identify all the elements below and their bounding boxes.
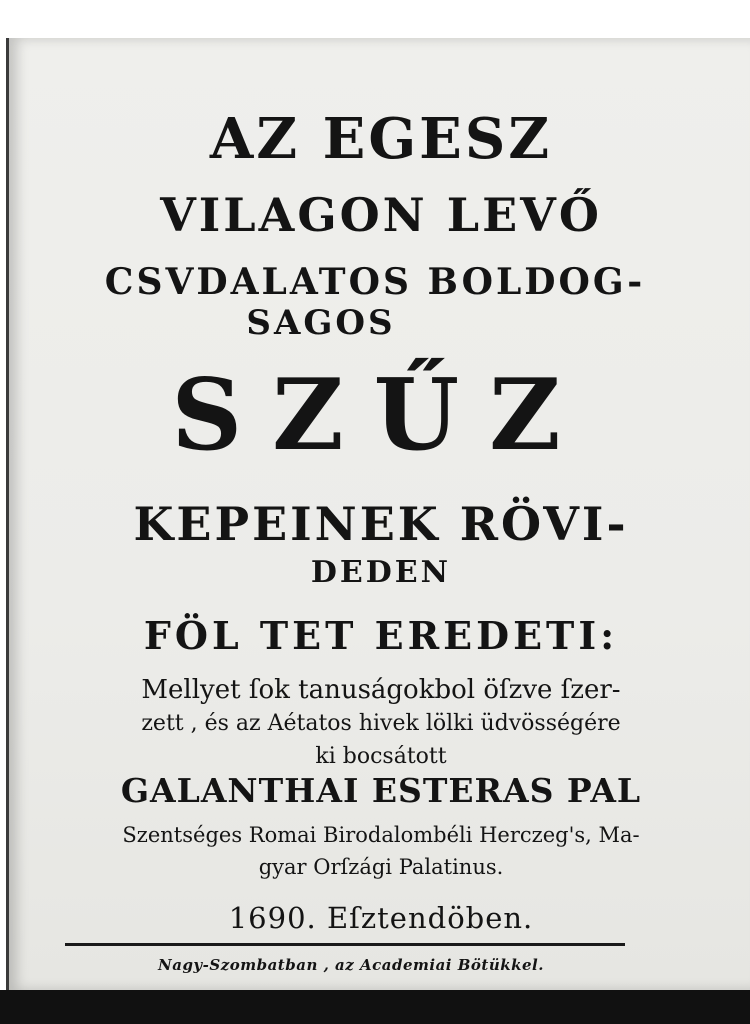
author-title-line-2: gyar Orſzági Palatinus. (258, 855, 504, 879)
imprint-line: Nagy-Szombatban , az Academiai Bötükkel. (158, 956, 544, 974)
title-line-2: VILAGON LEVŐ (160, 188, 602, 242)
title-line-4: SAGOS (246, 303, 396, 343)
title-main-word: SZŰZ (171, 358, 591, 473)
publication-year: 1690. Eſztendöben. (228, 901, 534, 935)
title-line-1: AZ EGESZ (209, 106, 553, 172)
title-line-7: DEDEN (310, 555, 452, 590)
description-line-1: Mellyet ſok tanuságokbol öſzve ſzer- (141, 675, 621, 705)
title-line-8: FÖL TET EREDETI: (143, 613, 619, 658)
title-page-paper (6, 38, 750, 990)
description-line-3: ki bocsátott (315, 744, 447, 769)
author-name: GALANTHAI ESTERAS PAL (120, 771, 642, 810)
description-line-2: zett , és az Aétatos hivek lölki üdvösségére (141, 711, 621, 736)
bottom-margin (0, 990, 750, 1024)
author-title-line-1: Szentséges Romai Birodalombéli Herczeg's, Ma- (122, 823, 640, 847)
title-line-6: KEPEINEK RÖVI- (133, 497, 629, 551)
divider-rule (65, 943, 625, 946)
top-margin (0, 0, 750, 38)
title-line-3: CSVDALATOS BOLDOG- (104, 261, 646, 303)
